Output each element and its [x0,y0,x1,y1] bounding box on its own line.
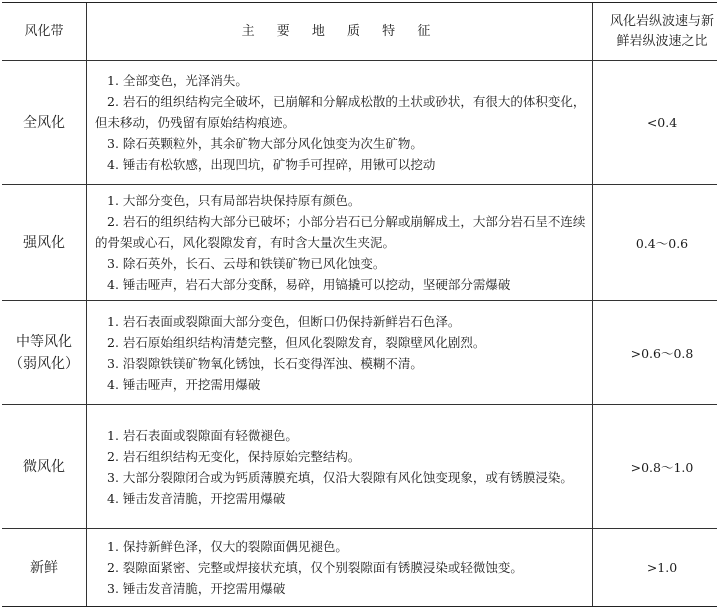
feature-item: 3. 大部分裂隙闭合或为钙质薄膜充填，仅沿大裂隙有风化蚀变现象，或有锈膜浸染。 [107,469,573,485]
header-ratio-line1: 风化岩纵波速与新 [609,13,714,29]
feature-item: 1. 岩石表面或裂隙面有轻微褪色。 [107,427,298,443]
table-row [2,61,717,185]
features-cell [87,529,593,607]
feature-item: 3. 除石英外，长石、云母和铁镁矿物已风化蚀变。 [107,256,386,271]
feature-item: 1. 大部分变色，只有局部岩块保持原有颜色。 [107,193,361,208]
features-cell [87,405,593,529]
weathering-zone-table [2,2,717,607]
ratio-cell: >0.6～0.8 [593,301,717,405]
table-header-row [2,3,717,61]
feature-item: 2. 岩石组织结构无变化，保持原始完整结构。 [107,448,361,464]
header-zone: 风化带 [2,3,87,61]
zone-line: 中等风化 [16,333,72,350]
features-cell [87,61,593,185]
header-features-text: 主 要 地 质 特 征 [241,23,440,39]
table-row [2,529,717,607]
table-row [2,301,717,405]
ratio-cell: <0.4 [593,61,717,185]
header-ratio-line2: 鲜岩纵波速之比 [616,33,708,49]
feature-item: 2. 岩石原始组织结构清楚完整，但风化裂隙发育，裂隙壁风化剧烈。 [107,334,486,350]
feature-item: 2. 裂隙面紧密、完整或焊接状充填，仅个别裂隙面有锈膜浸染或轻微蚀变。 [107,560,523,575]
ratio-cell: 0.4～0.6 [593,185,717,301]
table-row [2,185,717,301]
ratio-cell: >0.8～1.0 [593,405,717,529]
feature-item: 4. 锤击发音清脆，开挖需用爆破 [107,490,286,506]
feature-item: 4. 锤击有松软感，出现凹坑，矿物手可捏碎，用锹可以挖动 [107,157,436,172]
zone-cell: 新鲜 [2,529,87,607]
feature-item: 1. 岩石表面或裂隙面大部分变色，但断口仍保持新鲜岩石色泽。 [107,313,461,329]
table-row [2,405,717,529]
features-cell [87,185,593,301]
feature-item: 1. 保持新鲜色泽，仅大的裂隙面偶见褪色。 [107,539,348,554]
feature-item: 4. 锤击哑声，开挖需用爆破 [107,376,261,392]
zone-cell: 强风化 [2,185,87,301]
feature-item: 1. 全部变色，光泽消失。 [107,73,248,88]
feature-item: 2. 岩石的组织结构完全破坏，已崩解和分解成松散的土状或砂状，有很大的体积变化，但未移动，仍残留有原始结构痕迹。 [95,94,586,130]
feature-item: 3. 沿裂隙铁镁矿物氧化锈蚀，长石变得浑浊、模糊不清。 [107,355,423,371]
zone-cell: 全风化 [2,61,87,185]
feature-item: 4. 锤击哑声，岩石大部分变酥，易碎，用镐撬可以挖动，坚硬部分需爆破 [107,277,511,292]
zone-line: （弱风化） [9,355,79,372]
header-ratio [593,3,717,61]
feature-item: 2. 岩石的组织结构大部分已破坏；小部分岩石已分解或崩解成土，大部分岩石呈不连续的骨架或心石，风化裂隙发育，有时含大量次生夹泥。 [95,214,586,250]
zone-cell [2,301,87,405]
zone-cell: 微风化 [2,405,87,529]
header-features [87,3,593,61]
ratio-cell: >1.0 [593,529,717,607]
feature-item: 3. 锤击发音清脆，开挖需用爆破 [107,581,286,596]
features-cell [87,301,593,405]
feature-item: 3. 除石英颗粒外，其余矿物大部分风化蚀变为次生矿物。 [107,136,423,151]
